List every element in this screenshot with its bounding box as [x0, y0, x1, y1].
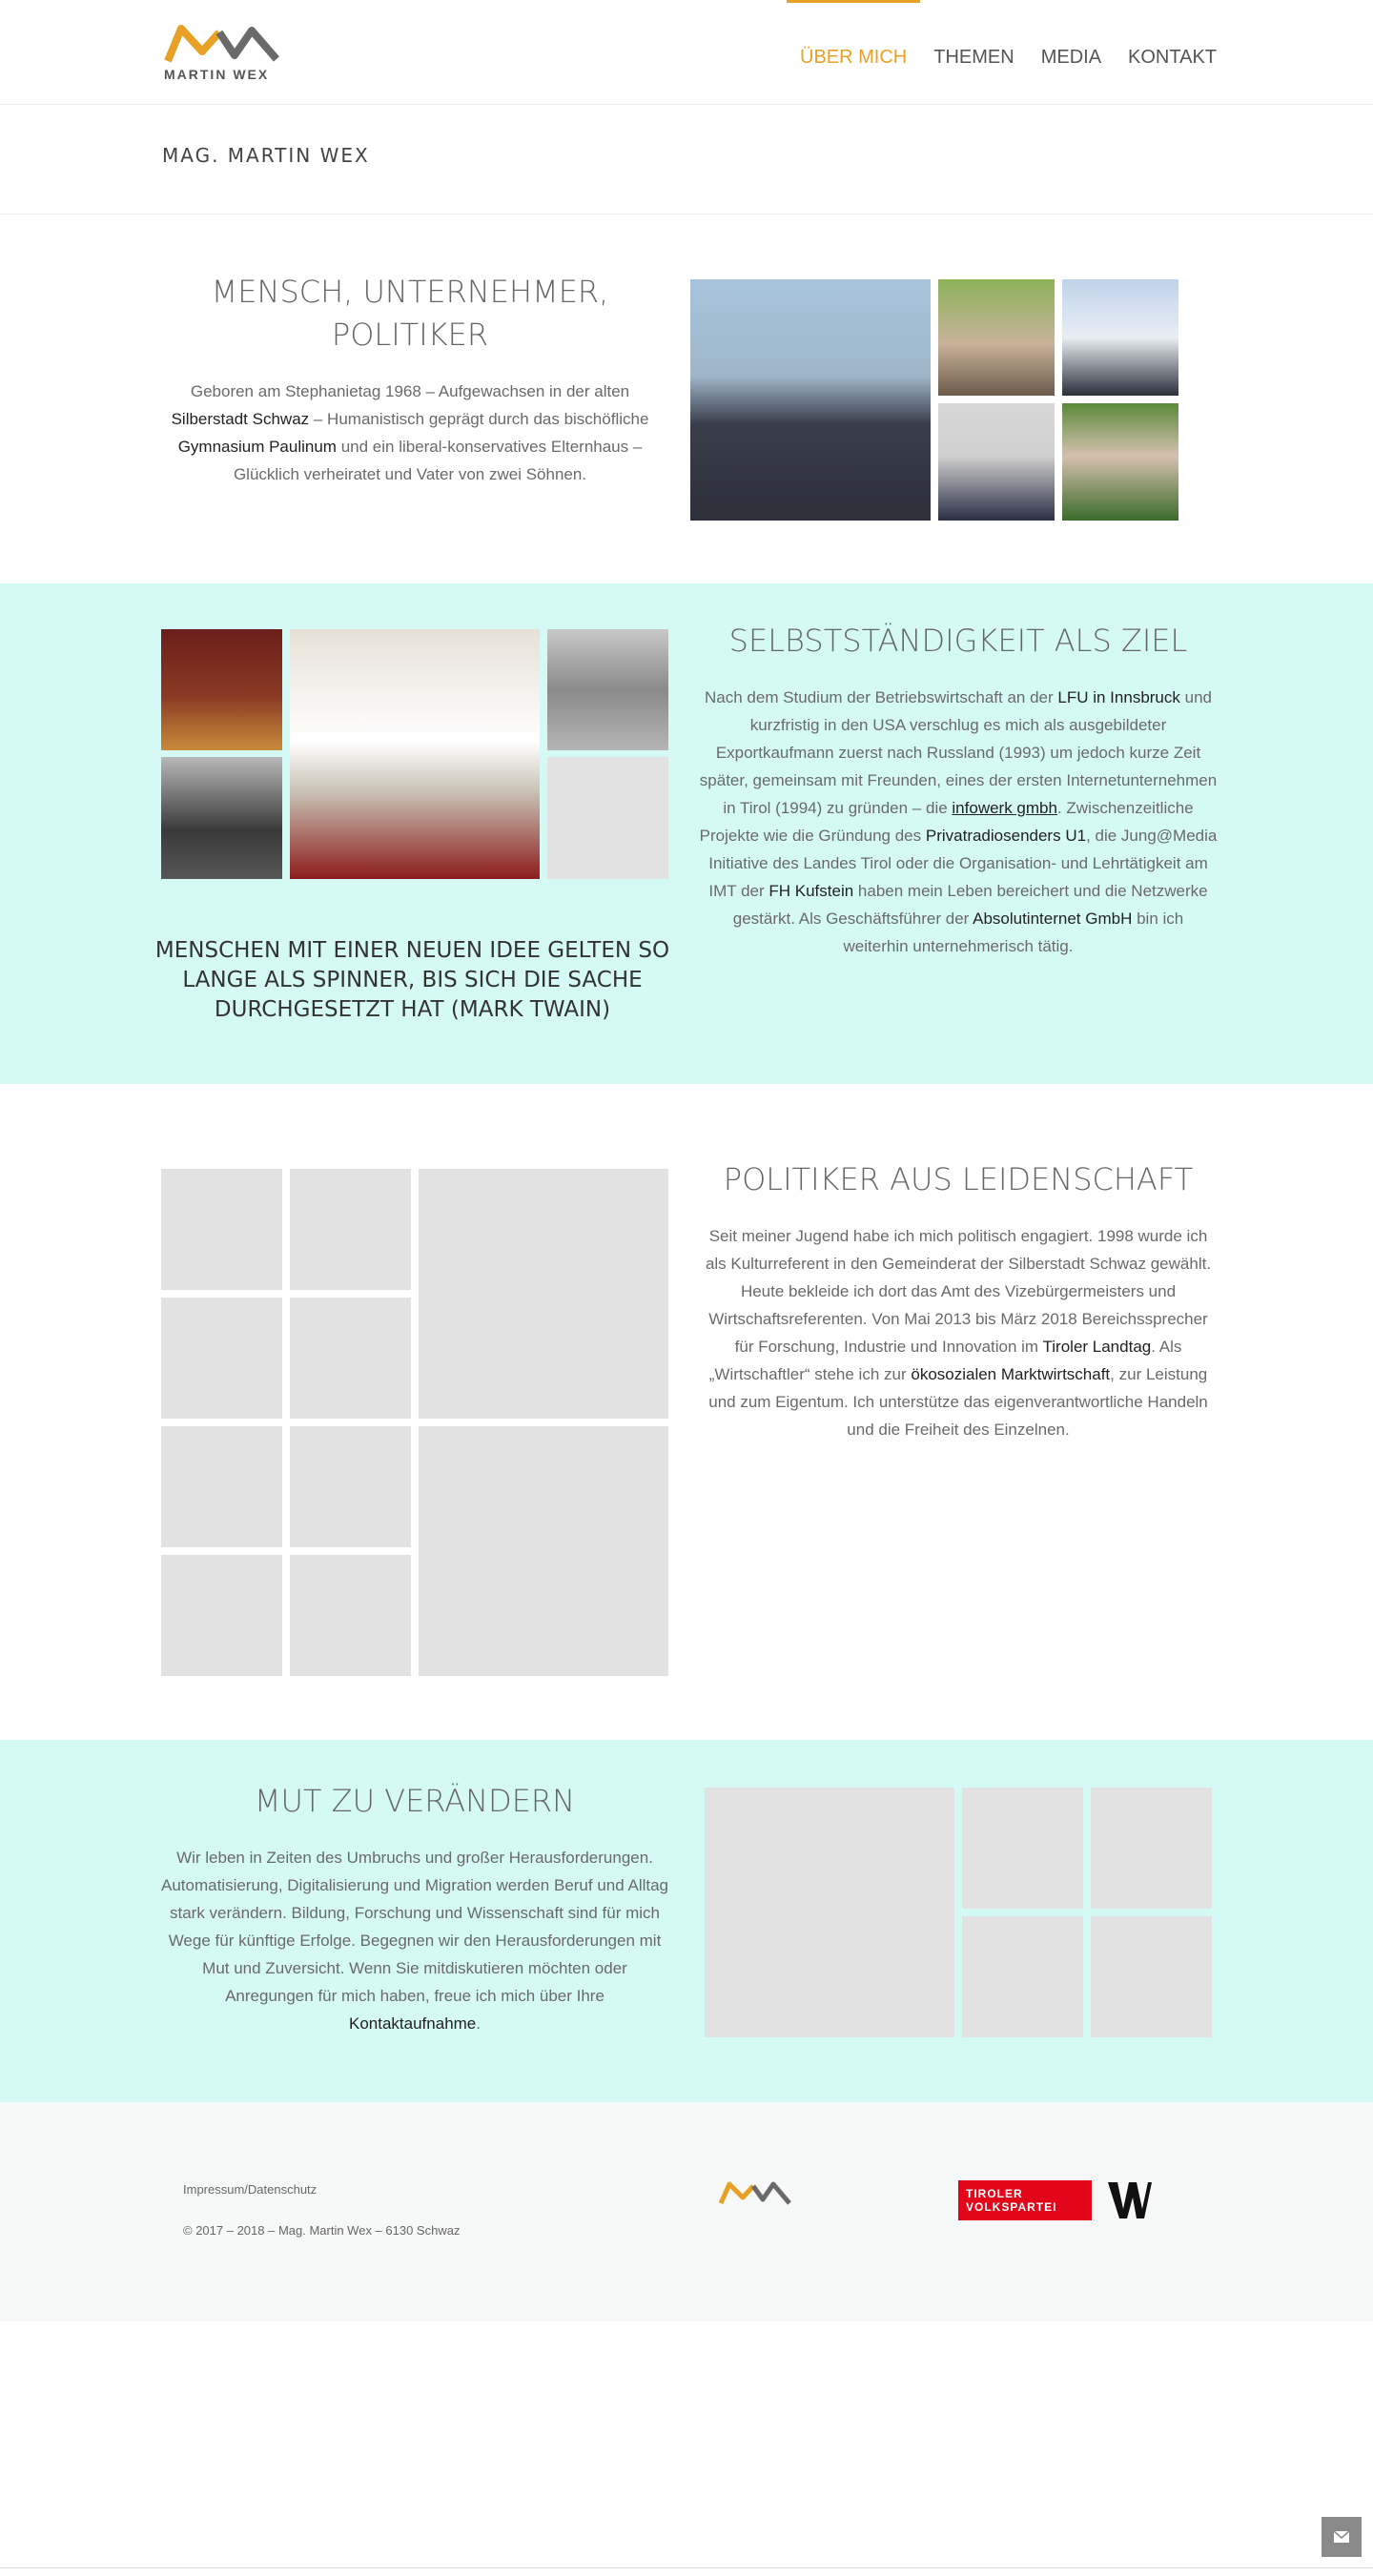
- main-nav: [773, 0, 1217, 105]
- link-lfu-innsbruck[interactable]: LFU in Innsbruck: [1057, 688, 1180, 706]
- section-paragraph: Wir leben in Zeiten des Umbruchs und großer Herausforderungen. Automatisierung, Digitalisierung und Migration werden Beruf und Alltag stark verändern. Bildung, Forschung und Wissenschaft sind für mich Wege für künftige Erfolge. Begegnen wir den Herausforderungen mit Mut und Zuversicht. Wenn Sie mitdiskutieren möchten oder Anregungen für mich haben, freue ich mich über Ihre Kontaktaufnahme.: [160, 1849, 669, 2033]
- gallery-image[interactable]: [938, 403, 1055, 521]
- section-paragraph: Geboren am Stephanietag 1968 – Aufgewachsen in der alten Silberstadt Schwaz – Humanistisch geprägt durch das bischöfliche Gymnasium Paulinum und ein liberal-konservatives Elternhaus – Glücklich verheiratet und Vater von zwei Söhnen.: [171, 382, 649, 483]
- page-title-bar: [0, 106, 1373, 215]
- partner-logo-tiroler-volkspartei[interactable]: TIROLER VOLKSPARTEI: [958, 2180, 1092, 2220]
- link-absolutinternet[interactable]: Absolutinternet GmbH: [973, 910, 1133, 928]
- gallery-image[interactable]: [705, 1788, 954, 2037]
- link-infowerk[interactable]: infowerk gmbh: [952, 799, 1057, 817]
- gallery-image[interactable]: [547, 757, 668, 879]
- contact-float-button[interactable]: [1322, 2517, 1362, 2557]
- gallery-image[interactable]: [962, 1788, 1083, 1909]
- section-politiker: [0, 1084, 1373, 1740]
- link-privatradiosender-u1[interactable]: Privatradiosenders U1: [925, 827, 1087, 845]
- page-title: MAG. MARTIN WEX: [162, 144, 370, 167]
- link-tiroler-landtag[interactable]: Tiroler Landtag: [1042, 1338, 1152, 1356]
- gallery-image[interactable]: [1091, 1916, 1212, 2037]
- gallery-image[interactable]: [161, 1426, 282, 1547]
- envelope-icon: [1322, 2517, 1362, 2557]
- link-kontaktaufnahme[interactable]: Kontaktaufnahme: [349, 2014, 477, 2033]
- section-heading: SELBSTSTÄNDIGKEIT ALS ZIEL: [728, 623, 1188, 659]
- section-politiker-text: [699, 1158, 1218, 1443]
- section-mut-text: [160, 1780, 669, 2037]
- section-selbststaendigkeit-text: [699, 620, 1218, 960]
- partner-w-logo-icon[interactable]: [1106, 2180, 1154, 2220]
- nav-kontakt[interactable]: KONTAKT: [1128, 47, 1217, 68]
- section-mensch: [0, 215, 1373, 583]
- nav-media[interactable]: MEDIA: [1040, 47, 1102, 68]
- nav-themen[interactable]: THEMEN: [933, 47, 1014, 68]
- logo-text: MARTIN WEX: [164, 67, 270, 82]
- gallery-image[interactable]: [161, 1298, 282, 1419]
- section-paragraph: Nach dem Studium der Betriebswirtschaft an der LFU in Innsbruck und kurzfristig in den USA verschlug es mich als ausgebildeter Exportkaufmann zuerst nach Russland (1993) um jedoch kurze Zeit später, gemeinsam mit Freunden, eines der ersten Internetunternehmen in Tirol (1994) zu gründen – die infowerk gmbh. Zwischenzeitliche Projekte wie die Gründung des Privatradiosenders U1, die Jung@Media Initiative des Landes Tirol oder die Organisation- und Lehrtätigkeit am IMT der FH Kufstein haben mein Leben bereichert und die Netzwerke gestärkt. Als Geschäftsführer der Absolutinternet GmbH bin ich weiterhin unternehmerisch tätig.: [699, 688, 1218, 955]
- gallery-image[interactable]: [1091, 1788, 1212, 1909]
- gallery-image[interactable]: [290, 1426, 411, 1547]
- section-heading: MENSCH, UNTERNEHMER, POLITIKER: [211, 274, 609, 353]
- gallery-image[interactable]: [290, 1298, 411, 1419]
- gallery-image[interactable]: [161, 1555, 282, 1676]
- bottom-divider: [0, 2567, 1373, 2568]
- section-paragraph: Seit meiner Jugend habe ich mich politisch engagiert. 1998 wurde ich als Kulturreferent in den Gemeinderat der Silberstadt Schwaz gewählt. Heute bekleide ich dort das Amt des Vizebürgermeisters und Wirtschaftsreferenten. Von Mai 2013 bis März 2018 Bereichssprecher für Forschung, Industrie und Innovation im Tiroler Landtag. Als „Wirtschaftler“ stehe ich zur ökosozialen Marktwirtschaft, zur Leistung und zum Eigentum. Ich unterstütze das eigenverantwortliche Handeln und die Freiheit des Einzelnen.: [705, 1227, 1212, 1439]
- gallery-image[interactable]: [161, 629, 282, 750]
- link-impressum[interactable]: Impressum/Datenschutz: [183, 2182, 318, 2197]
- gallery-image[interactable]: [290, 1555, 411, 1676]
- section-heading: MUT ZU VERÄNDERN: [254, 1783, 576, 1819]
- nav-ueber-mich[interactable]: ÜBER MICH: [800, 0, 907, 105]
- link-fh-kufstein[interactable]: FH Kufstein: [768, 882, 854, 900]
- gallery-image[interactable]: [290, 629, 540, 879]
- site-header: [0, 0, 1373, 105]
- section-mut: [0, 1740, 1373, 2102]
- site-footer: [0, 2102, 1373, 2321]
- site-logo[interactable]: [164, 23, 282, 84]
- logo-mark-icon: [164, 23, 282, 65]
- quote-mark-twain: MENSCHEN MIT EINER NEUEN IDEE GELTEN SO LANGE ALS SPINNER, BIS SICH DIE SACHE DURCHGESETZT HAT (MARK TWAIN): [154, 938, 670, 1022]
- gallery-image[interactable]: [419, 1426, 668, 1676]
- footer-copyright: © 2017 – 2018 – Mag. Martin Wex – 6130 Schwaz: [183, 2223, 461, 2238]
- footer-logo-icon[interactable]: [719, 2178, 793, 2207]
- link-gymnasium-paulinum[interactable]: Gymnasium Paulinum: [177, 438, 337, 456]
- link-oekosoziale-marktwirtschaft[interactable]: ökosozialen Marktwirtschaft: [911, 1365, 1111, 1383]
- gallery-image[interactable]: [690, 279, 931, 521]
- gallery-image[interactable]: [161, 757, 282, 879]
- gallery-image[interactable]: [290, 1169, 411, 1290]
- section-heading: POLITIKER AUS LEIDENSCHAFT: [723, 1161, 1194, 1197]
- link-silberstadt-schwaz[interactable]: Silberstadt Schwaz: [171, 410, 310, 428]
- gallery-image[interactable]: [547, 629, 668, 750]
- gallery-image[interactable]: [1062, 279, 1178, 396]
- gallery-image[interactable]: [161, 1169, 282, 1290]
- gallery-image[interactable]: [962, 1916, 1083, 2037]
- section-mensch-text: [162, 271, 658, 488]
- gallery-image[interactable]: [938, 279, 1055, 396]
- section-selbststaendigkeit: [0, 583, 1373, 1084]
- gallery-image[interactable]: [419, 1169, 668, 1419]
- gallery-image[interactable]: [1062, 403, 1178, 521]
